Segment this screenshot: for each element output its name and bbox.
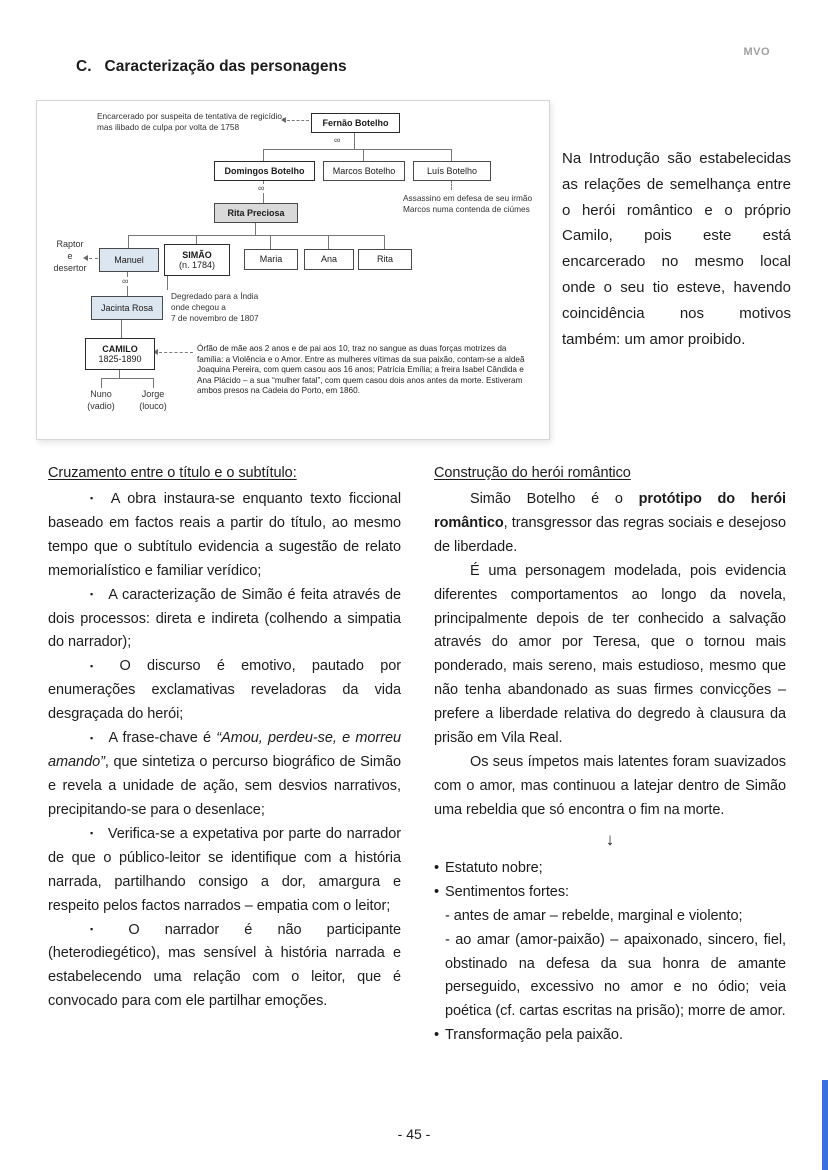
tree-line (384, 235, 385, 249)
annotation-luis (403, 193, 553, 215)
tree-node-jacinta (91, 296, 163, 320)
node-sublabel: (n. 1784) (178, 260, 216, 270)
annotation-line: Assassino em defesa de seu irmão (403, 193, 533, 203)
tree-node-maria (244, 249, 298, 270)
sub-bullet-item: - antes de amar – rebelde, marginal e violento; (445, 907, 743, 924)
tree-leaf-jorge (129, 389, 177, 413)
annotation-connector (159, 352, 193, 353)
node-sublabel: 1825-1890 (98, 354, 142, 364)
paragraph: Os seus ímpetos mais latentes foram suavizados com o amor, mas continuou a latejar dentro de Simão uma rebeldia que só encontra o fim na morte. (434, 754, 786, 818)
annotation-line: desertor (53, 262, 87, 273)
tree-node-fernao (311, 113, 400, 133)
square-bullet-icon: ▪ (90, 660, 106, 671)
tree-line (270, 235, 271, 249)
dot-bullet-icon: • (434, 883, 440, 900)
dot-bullet-icon: • (434, 859, 440, 876)
tree-node-camilo (85, 338, 155, 370)
square-bullet-icon: ▪ (90, 732, 95, 743)
annotation-line: Degredado para a Índia (171, 291, 259, 301)
leaf-tag: (louco) (139, 400, 167, 411)
annotation-fernao (97, 111, 297, 133)
intro-paragraph-block (562, 146, 791, 352)
left-column-heading: Cruzamento entre o título e o subtítulo: (48, 465, 297, 481)
tree-line (128, 235, 129, 248)
emphasized-phrase: protótipo do herói romântico (434, 490, 787, 531)
annotation-line: onde chegou a (171, 301, 226, 312)
intro-paragraph: Na Introdução são estabelecidas as relações de semelhança entre o herói romântico e o próprio Camilo, pois este está encarcerado no mesmo local onde o seu tio esteve, havendo coincidência nos motivos também: um amor proibido. (562, 150, 791, 348)
node-label: Fernão Botelho (322, 117, 389, 128)
leaf-tag: (vadio) (87, 400, 115, 411)
tree-line (101, 378, 153, 379)
page-number: - 45 - (397, 1126, 431, 1142)
bullet-item (48, 727, 401, 823)
tree-node-manuel (99, 248, 159, 272)
annotation-line: Encarcerado por suspeita de tentativa de regicídio, (97, 111, 285, 121)
dot-bullet-icon: • (434, 1027, 440, 1044)
square-bullet-icon: ▪ (90, 493, 97, 504)
tree-line (255, 221, 256, 235)
square-bullet-icon: ▪ (90, 924, 115, 935)
paragraph-text: , transgressor das regras sociais e desejoso de liberdade. (434, 514, 786, 555)
bullet-text: Verifica-se a expetativa por parte do narrador de que o público-leitor se identifique com a história narrada, partilhando consigo a dor, amargura e respeito pelos factos narrados – empatia com o leitor; (48, 825, 402, 914)
tree-node-rita (358, 249, 412, 270)
node-label: SIMÃO (182, 249, 212, 260)
paragraph (434, 488, 786, 560)
section-letter: C. (76, 58, 92, 75)
annotation-raptor (51, 239, 89, 275)
right-column (434, 462, 786, 1048)
quoted-key-phrase: “Amou, perdeu-se, e morreu amando” (48, 730, 402, 771)
node-label: Marcos Botelho (332, 165, 396, 176)
bullet-item (48, 655, 401, 727)
tree-line (153, 378, 154, 388)
square-bullet-icon: ▪ (90, 589, 95, 600)
tree-line (167, 274, 168, 290)
section-title: Caracterização das personagens (104, 58, 347, 75)
bullet-text: A frase-chave é (108, 730, 217, 747)
bullet-text: O discurso é emotivo, pautado por enumerações exclamativas reveladoras da vida desgraçada do herói; (48, 658, 402, 723)
tree-leaf-nuno (77, 389, 125, 413)
tree-line (328, 235, 329, 249)
down-arrow-icon: ↓ (605, 829, 615, 849)
tree-node-marcos (323, 161, 405, 181)
annotation-degredo (171, 291, 291, 324)
tree-line (196, 235, 197, 244)
tree-line (263, 149, 451, 150)
node-label: Ana (320, 254, 337, 265)
annotation-line: Marcos numa contenda de ciúmes (403, 203, 530, 214)
marriage-symbol: ∞ (122, 276, 129, 286)
annotation-line: 7 de novembro de 1807 (171, 312, 259, 323)
tree-line (128, 235, 384, 236)
tree-line (354, 131, 355, 149)
watermark: MVO (743, 46, 770, 58)
tree-node-domingos (214, 161, 315, 181)
tree-node-ana (304, 249, 354, 270)
bullet-item (48, 919, 401, 1015)
tree-line (101, 378, 102, 388)
node-label: Luís Botelho (426, 165, 478, 176)
bullet-text: Transformação pela paixão. (445, 1027, 623, 1044)
paragraph-text: Simão Botelho é o (470, 490, 639, 507)
marriage-symbol: ∞ (334, 135, 341, 145)
annotation-line: mas ilibado de culpa por volta de 1758 (97, 121, 240, 132)
node-label: Rita (376, 254, 393, 265)
tree-line (451, 149, 452, 161)
bullet-item (48, 823, 401, 919)
marriage-symbol: ∞ (258, 183, 265, 193)
tree-node-rita-preciosa (214, 203, 298, 223)
bullet-text: Sentimentos fortes: (445, 883, 570, 900)
section-heading (76, 58, 347, 76)
bullet-text: A caracterização de Simão é feita através de dois processos: direta e indireta (colhendo a simpatia do narrador); (48, 586, 402, 651)
tree-line (263, 149, 264, 161)
square-bullet-icon: ▪ (90, 828, 94, 839)
leaf-name: Jorge (141, 389, 165, 399)
left-column (48, 462, 401, 1014)
node-label: Jacinta Rosa (100, 302, 154, 313)
annotation-connector (89, 258, 98, 259)
bullet-item (48, 584, 401, 656)
node-label: Manuel (114, 254, 144, 265)
node-label: CAMILO (102, 343, 138, 354)
bullet-item (434, 857, 786, 881)
scrollbar-thumb[interactable] (822, 1080, 828, 1170)
bullet-item (434, 1024, 786, 1048)
family-tree-figure (36, 100, 550, 440)
tree-node-simao (164, 244, 230, 276)
tree-node-luis (413, 161, 491, 181)
bullet-text: Estatuto nobre; (445, 859, 543, 876)
right-column-heading: Construção do herói romântico (434, 465, 631, 481)
annotation-camilo-note: Órfão de mãe aos 2 anos e de pai aos 10, traz no sangue as duas forças motrizes da família: a Violência e o Amor. Entre as mulheres vítimas da sua paixão, contam-se a aldeã Joaquina Pereira, com quem casou aos 16 anos; Patrícia Emília; a freira Isabel Cândida e Ana Plácido – a sua “mulher fatal”, com quem casou dois anos antes da morte. Estiveram ambos presos na Cadeia do Porto, em 1860. (197, 344, 525, 395)
paragraph: É uma personagem modelada, pois evidencia diferentes comportamentos ao longo da novela, principalmente depois de ter conhecido a salvação através do amor por Teresa, que o tornou mais ponderado, mais sereno, mais estudioso, mesmo que não tenha abandonado as suas firmes convicções – prefere a liberdade relativa do degredo à clausura da prisão em Vila Real. (434, 562, 786, 747)
node-label: Domingos Botelho (224, 165, 305, 176)
bullet-item (434, 881, 786, 905)
annotation-line: Raptor (56, 239, 84, 249)
bullet-text: , que sintetiza o percurso biográfico de Simão e revela a unidade de ação, sem desvios narrativos, precipitando-se para o desenlace; (48, 754, 401, 818)
bullet-item (48, 488, 401, 584)
bullet-text: A obra instaura-se enquanto texto ficcional baseado em factos reais a partir do título, ao mesmo tempo que o subtítulo evidencia a sugestão de relato memorialístico e familiar verídico; (48, 490, 401, 579)
node-label: Maria (259, 254, 283, 265)
sub-bullet-item: - ao amar (amor-paixão) – apaixonado, sincero, fiel, obstinado na defesa da sua honra de amante perseguido, excessivo no amor e no ódio; veia poética (cf. cartas escritas na prisão); morre de amor. (445, 931, 786, 1020)
node-label: Rita Preciosa (227, 207, 285, 218)
bullet-text: O narrador é não participante (heterodiegético), mas sensível à história narrada e estabelecendo uma relação com o leitor, que é convocado para com ele partilhar emoções. (48, 921, 401, 1010)
tree-line (121, 318, 122, 338)
annotation-connector (451, 180, 452, 190)
tree-line (363, 149, 364, 161)
leaf-name: Nuno (90, 389, 112, 399)
annotation-line: e (67, 250, 73, 261)
